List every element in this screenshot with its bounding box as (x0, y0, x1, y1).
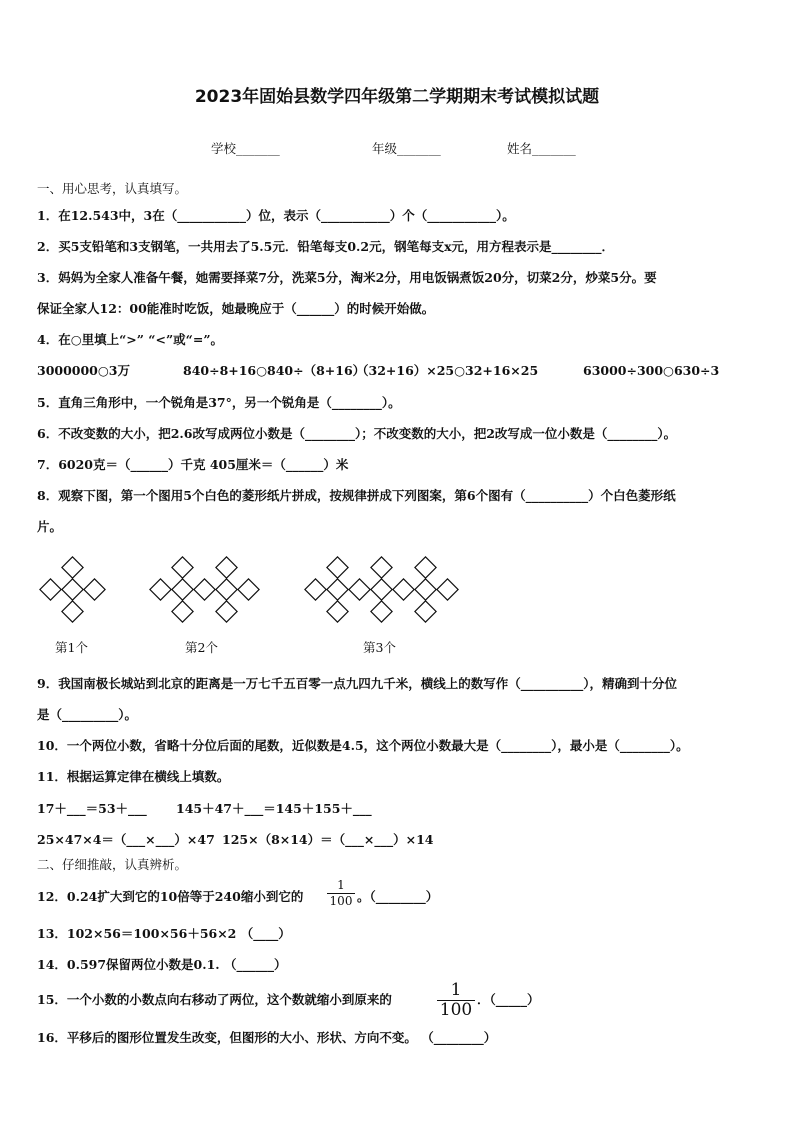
question-9-line-2: 是（_________）。 (37, 707, 138, 722)
question-5: 5．直角三角形中，一个锐角是37°，另一个锐角是（________）。 (37, 395, 401, 410)
question-7: 7．6020克＝（______）千克 405厘米＝（______）米 (37, 457, 349, 472)
q12-fraction-denominator: 100 (329, 894, 353, 908)
rhombus-tiles (150, 557, 259, 622)
rhombus-tiles (40, 557, 105, 622)
q11-equation-1: 17＋___＝53＋___ (37, 801, 147, 816)
q12-fraction (327, 879, 355, 908)
grade-field[interactable]: 年级_______ (372, 141, 441, 156)
question-12-text: 12．0.24扩大到它的10倍等于240缩小到它的 (37, 889, 304, 904)
figure-2-label: 第2个 (185, 640, 218, 655)
question-15-answer: ．（_____） (477, 992, 540, 1007)
question-3-line-1: 3．妈妈为全家人准备午餐，她需要择菜7分，洗菜5分，淘米2分，用电饭锅煮饭20分，切菜2分，炒菜5分。要 (37, 270, 657, 285)
question-10: 10．一个两位小数，省略十分位后面的尾数，近似数是4.5，这个两位小数最大是（________），最小是（________）。 (37, 738, 689, 753)
page-title: 2023年固始县数学四年级第二学期期末考试模拟试题 (194, 87, 600, 107)
section-heading-1: 一、用心思考，认真填写。 (37, 181, 188, 196)
name-field[interactable]: 姓名_______ (507, 141, 576, 156)
q4-item-4: 63000÷300○630÷3 (583, 363, 720, 378)
question-8-line-2: 片。 (37, 519, 63, 534)
q11-equation-2: 145＋47＋___＝145＋155＋___ (176, 801, 372, 816)
question-9-line-1: 9．我国南极长城站到北京的距离是一万七千五百零一点九四九千米，横线上的数写作（__________），精确到十分位 (37, 676, 677, 691)
figure-3-label: 第3个 (363, 640, 396, 655)
question-2: 2．买5支铅笔和3支钢笔，一共用去了5.5元．铅笔每支0.2元，钢笔每支x元，用方程表示是________． (37, 239, 615, 254)
figure-2-diamonds (148, 555, 270, 629)
question-12-answer: 。（________） (357, 889, 439, 904)
question-15-text: 15．一个小数的小数点向右移动了两位，这个数就缩小到原来的 (37, 992, 392, 1007)
q15-fraction (437, 982, 475, 1019)
rhombus-tiles (305, 557, 458, 622)
question-14: 14．0.597保留两位小数是0.1. （______） (37, 957, 287, 972)
q4-item-2: 840÷8+16○840÷（8+16） (183, 363, 366, 378)
q12-fraction-numerator: 1 (337, 878, 345, 892)
figure-1-label: 第1个 (55, 640, 88, 655)
question-16: 16．平移后的图形位置发生改变，但图形的大小、形状、方向不变。 （________） (37, 1030, 497, 1045)
q4-item-1: 3000000○3万 (37, 363, 130, 378)
q11-equation-3: 25×47×4＝（___×___）×47 (37, 832, 215, 847)
question-1: 1．在12.543中，3在（___________）位，表示（___________）个（___________）。 (37, 208, 515, 223)
question-11: 11．根据运算定律在横线上填数。 (37, 769, 230, 784)
school-field[interactable]: 学校_______ (211, 141, 280, 156)
q11-equation-4: 125×（8×14）＝（___×___）×14 (222, 832, 434, 847)
q15-fraction-numerator: 1 (450, 980, 462, 1000)
q15-fraction-denominator: 100 (439, 1000, 473, 1020)
question-3-line-2: 保证全家人12：00能准时吃饭，她最晚应于（______）的时候开始做。 (37, 301, 435, 316)
figure-3-diamonds (303, 555, 469, 629)
question-13: 13．102×56＝100×56＋56×2 （____） (37, 926, 291, 941)
q4-item-3: （32+16）×25○32+16×25 (356, 363, 539, 378)
figure-1-diamonds (38, 555, 112, 629)
section-heading-2: 二、仔细推敲，认真辨析。 (37, 857, 188, 872)
question-6: 6．不改变数的大小，把2.6改写成两位小数是（________）；不改变数的大小，把2改写成一位小数是（________）。 (37, 426, 677, 441)
question-4: 4．在○里填上“>” “<”或“=”。 (37, 332, 224, 347)
question-8-line-1: 8．观察下图，第一个图用5个白色的菱形纸片拼成，按规律拼成下列图案，第6个图有（__________）个白色菱形纸 (37, 488, 676, 503)
